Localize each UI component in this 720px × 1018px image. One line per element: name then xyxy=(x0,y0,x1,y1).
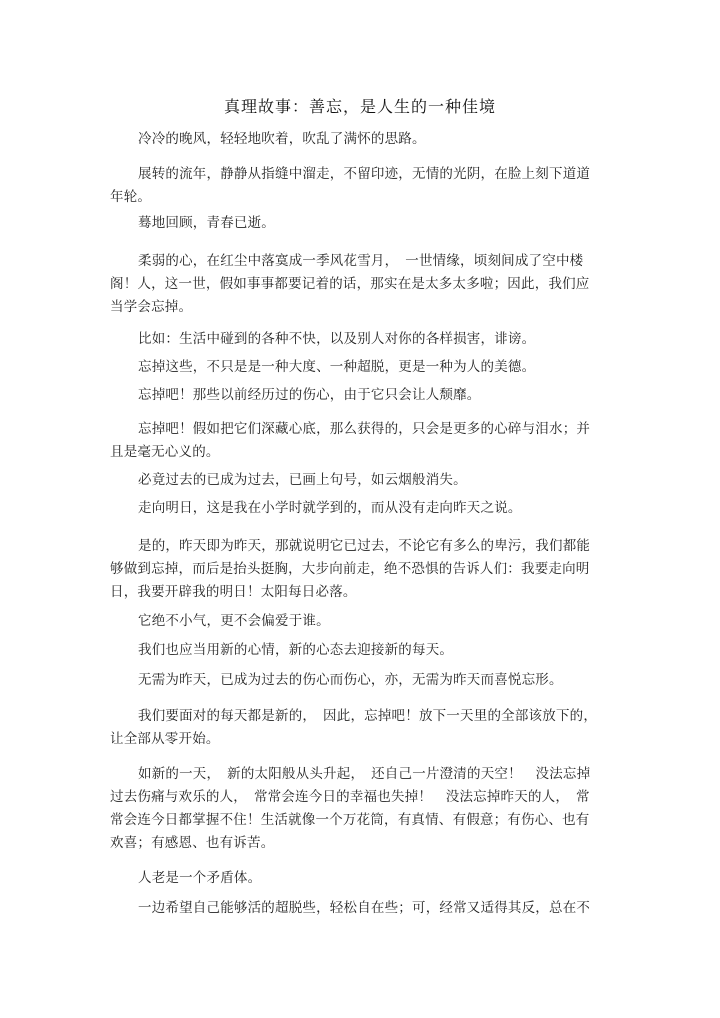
document-title: 真理故事：善忘，是人生的一种佳境 xyxy=(223,97,496,116)
paragraph: 人老是一个矛盾体。 xyxy=(138,870,262,886)
paragraph: 忘掉吧！那些以前经历过的伤心，由于它只会让人颓靡。 xyxy=(138,387,481,403)
paragraph: 一边希望自己能够活的超脱些，轻松自在些；可，经常又适得其反，总在不 xyxy=(138,900,591,916)
paragraph: 忘掉吧！假如把它们深藏心底，那么获得的，只会是更多的心碎与泪水；并且是毫无心义的。 xyxy=(110,421,591,460)
paragraph: 必竟过去的已成为过去，已画上句号，如云烟般消失。 xyxy=(138,472,467,488)
paragraph: 我们要面对的每天都是新的， 因此，忘掉吧！放下一天里的全部该放下的，让全部从零开始。 xyxy=(110,708,598,747)
paragraph: 忘掉这些，不只是是一种大度、一种超脱，更是一种为人的美德。 xyxy=(138,359,536,375)
paragraph: 比如：生活中碰到的各种不快，以及别人对你的各样损害，诽谤。 xyxy=(138,331,536,347)
paragraph: 走向明日，这是我在小学时就学到的，而从没有走向昨天之说。 xyxy=(138,500,522,516)
paragraph: 冷冷的晚风，轻轻地吹着，吹乱了满怀的思路。 xyxy=(138,131,426,147)
paragraph: 蓦地回顾，青春已逝。 xyxy=(138,215,275,231)
paragraph: 无需为昨天，已成为过去的伤心而伤心，亦，无需为昨天而喜悦忘形。 xyxy=(138,672,563,688)
paragraph: 它绝不小气，更不会偏爱于谁。 xyxy=(138,613,330,629)
paragraph: 是的，昨天即为昨天，那就说明它已过去，不论它有多么的卑污，我们都能够做到忘掉，而后是抬头挺胸，大步向前走，绝不恐惧的告诉人们：我要走向明日，我要开辟我的明日！太阳每日必落。 xyxy=(110,538,591,600)
paragraph: 柔弱的心，在红尘中落寞成一季风花雪月， 一世情缘，顷刻间成了空中楼阁！人，这一世，假如事事都要记着的话，那实在是太多太多啦；因此，我们应当学会忘掉。 xyxy=(110,253,590,315)
paragraph: 我们也应当用新的心情，新的心态去迎接新的每天。 xyxy=(138,642,454,658)
paragraph: 如新的一天， 新的太阳般从头升起， 还自己一片澄清的天空！ 没法忘掉过去伤痛与欢乐的人， 常常会连今日的幸福也失掉！ 没法忘掉昨天的人， 常常会连今日都掌握不住！生活就像一个万花筒，有真情、有假意；有伤心、也有欢喜；有感恩、也有诉苦。 xyxy=(110,766,591,851)
paragraph: 展转的流年，静静从指缝中溜走，不留印迹，无情的光阴，在脸上刻下道道年轮。 xyxy=(110,166,591,205)
